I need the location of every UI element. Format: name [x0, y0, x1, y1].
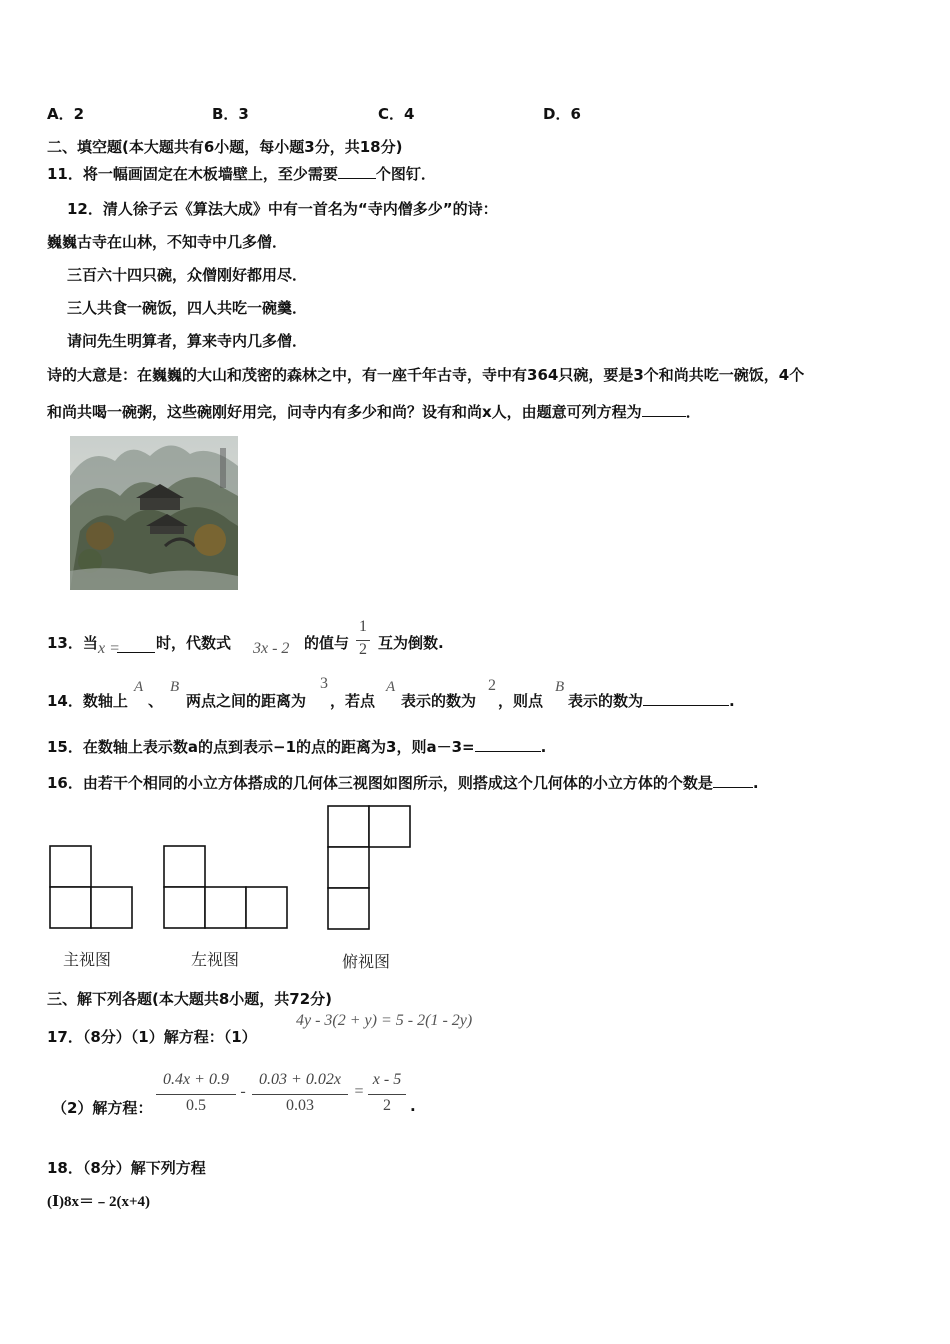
- q13-mid2: 的值与: [304, 634, 350, 652]
- q15-period: .: [540, 738, 547, 756]
- q14-blank: [643, 704, 729, 706]
- top-view-cube: [328, 847, 369, 888]
- q14-mid2: ，若点: [330, 692, 376, 710]
- question-11: [47, 163, 436, 184]
- q17-end: .: [410, 1097, 416, 1115]
- q12-poem-line-3: 三人共食一碗饭，四人共吃一碗羹．: [67, 299, 308, 317]
- q17-frac2-num: 0.03 + 0.02x: [259, 1071, 341, 1088]
- q14-point-a: A: [134, 679, 144, 695]
- q17-frac1-line: [156, 1094, 236, 1095]
- q14-point-b2: B: [555, 679, 565, 695]
- q13-label: 13．当: [47, 634, 98, 652]
- q17-frac3-num: x - 5: [372, 1071, 402, 1088]
- top-view-cube: [328, 806, 369, 847]
- q14-end-text: 表示的数为: [568, 692, 644, 710]
- q13-mid: 时，代数式: [156, 634, 232, 652]
- q12-poem-line-1: 巍巍古寺在山林，不知寺中几多僧．: [47, 233, 288, 251]
- left-view-cube: [164, 887, 205, 928]
- q13-end: 互为倒数.: [378, 634, 444, 652]
- q14-mid3: 表示的数为: [401, 692, 477, 710]
- choice-a: A．2: [47, 105, 85, 123]
- q18-heading: 18．（8分）解下列方程: [47, 1159, 206, 1177]
- left-view-cube: [246, 887, 287, 928]
- q15-blank: [475, 750, 541, 752]
- q17-equals: =: [354, 1083, 364, 1100]
- q15-text: 15．在数轴上表示数a的点到表示−1的点的距离为3，则a－3=: [47, 738, 475, 756]
- q17-minus: -: [240, 1083, 246, 1100]
- q13-frac-den: 2: [359, 641, 367, 658]
- front-view-diagram: [48, 844, 134, 930]
- q17-frac1-num: 0.4x + 0.9: [163, 1071, 229, 1088]
- q17-label: 17．（8分）（1）解方程：（1）: [47, 1028, 257, 1046]
- q17-part2-label: （2）解方程：: [52, 1099, 153, 1117]
- q12-explain-line-1: 诗的大意是：在巍巍的大山和茂密的森林之中，有一座千年古寺，寺中有364只碗，要是3个和尚共吃一碗饭，4个: [47, 366, 805, 384]
- q12-blank: [642, 415, 686, 417]
- choice-b: B．3: [212, 105, 249, 123]
- left-view-diagram: [162, 844, 289, 930]
- q12-explain-end: ．: [685, 403, 701, 421]
- top-view-diagram: [326, 804, 412, 931]
- q11-text: 11．将一幅画固定在木板墙壁上，至少需要: [47, 165, 338, 183]
- q17-frac2-den: 0.03: [286, 1097, 314, 1114]
- choice-c: C．4: [378, 105, 415, 123]
- front-view-label: 主视图: [63, 950, 112, 969]
- left-view-cube: [205, 887, 246, 928]
- q13-frac-num: 1: [359, 618, 367, 635]
- q13-x-eq: x =: [98, 640, 120, 657]
- q18-part1: (Ⅰ)8x＝﹣2(x+4): [47, 1194, 151, 1210]
- q14-point-b: B: [170, 679, 180, 695]
- q16-blank: [713, 786, 753, 788]
- q16-text: 16．由若干个相同的小立方体搭成的几何体三视图如图所示，则搭成这个几何体的小立方体的个数是: [47, 774, 713, 792]
- q13-blank: [117, 652, 155, 653]
- section2-heading: 二、填空题(本大题共有6小题，每小题3分，共18分): [47, 138, 403, 156]
- left-view-cube: [164, 846, 205, 887]
- q14-point-a2: A: [386, 679, 396, 695]
- q11-after: 个图钉．: [375, 165, 436, 183]
- q14-mid4: ，则点: [498, 692, 544, 710]
- q17-frac3-line: [368, 1094, 406, 1095]
- q17-frac2-line: [252, 1094, 348, 1095]
- left-view-label: 左视图: [191, 950, 240, 969]
- q17-equation-1: 4y - 3(2 + y) = 5 - 2(1 - 2y): [296, 1012, 473, 1029]
- q12-explain-text: 和尚共喝一碗粥，这些碗刚好用完，问寺内有多少和尚？设有和尚x人，由题意可列方程为: [47, 403, 642, 421]
- front-view-cube: [91, 887, 132, 928]
- q14-end: [568, 690, 735, 711]
- q14-num: 2: [488, 677, 496, 694]
- q16-period: .: [752, 774, 759, 792]
- q12-poem-line-4: 请问先生明算者，算来寺内几多僧．: [67, 332, 308, 350]
- q12-explain-line-2: [47, 401, 701, 422]
- q14-mid: 两点之间的距离为: [186, 692, 307, 710]
- temple-landscape-painting: [70, 436, 238, 590]
- q11-blank: [338, 177, 376, 179]
- question-15: [47, 736, 546, 757]
- question-16: [47, 772, 759, 793]
- q14-sep: 、: [148, 692, 164, 710]
- choice-d: D．6: [543, 105, 581, 123]
- q14-period: .: [729, 692, 735, 710]
- section3-heading: 三、解下列各题(本大题共8小题，共72分): [47, 990, 333, 1008]
- q12-intro: 12．清人徐子云《算法大成》中有一首名为“寺内僧多少”的诗：: [67, 200, 498, 218]
- top-view-label: 俯视图: [342, 952, 391, 971]
- front-view-cube: [50, 887, 91, 928]
- front-view-cube: [50, 846, 91, 887]
- q14-dist: 3: [320, 675, 328, 692]
- q12-poem-line-2: 三百六十四只碗，众僧刚好都用尽．: [67, 266, 308, 284]
- q17-frac3-den: 2: [383, 1097, 391, 1114]
- top-view-cube: [328, 888, 369, 929]
- q14-label: 14．数轴上: [47, 692, 128, 710]
- top-view-cube: [369, 806, 410, 847]
- q17-frac1-den: 0.5: [186, 1097, 206, 1114]
- q13-expr: 3x - 2: [253, 640, 290, 657]
